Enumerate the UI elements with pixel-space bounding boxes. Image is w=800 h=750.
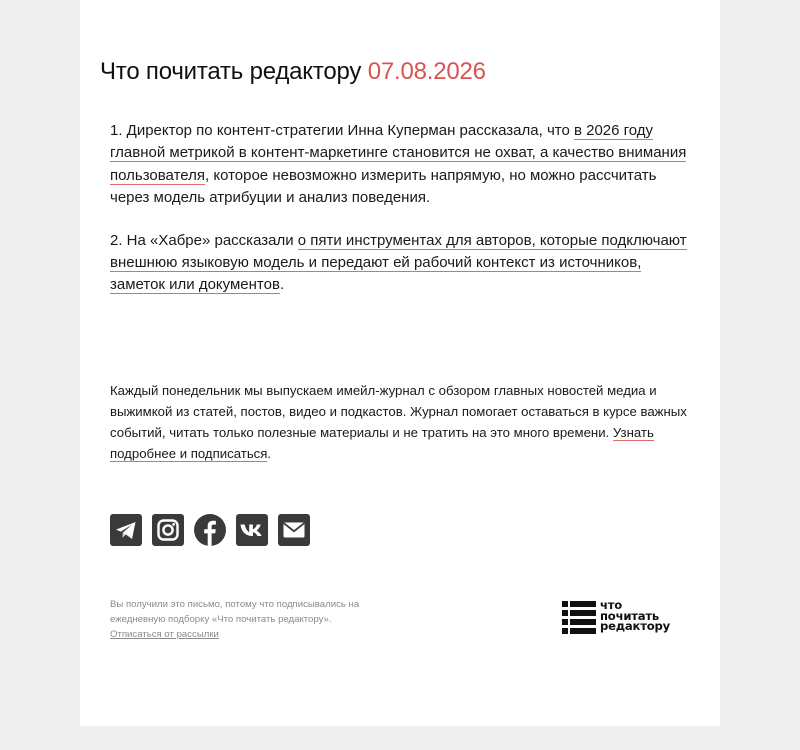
promo-end: . bbox=[267, 446, 272, 461]
news-list bbox=[110, 120, 690, 317]
logo-wordmark bbox=[600, 600, 670, 632]
news-item-text: . bbox=[279, 276, 285, 294]
footer-note bbox=[110, 597, 400, 642]
brand-logo bbox=[562, 600, 692, 636]
news-item-1 bbox=[110, 120, 690, 210]
promo-text: Каждый понедельник мы выпускаем имейл-журнал с обзором главных новостей медиа и выжимкой из статей, постов, видео и подкастов. Журнал помогает оставаться в курсе важных событий, читать только полезные материалы и не тратить на это много времени. bbox=[110, 383, 687, 440]
facebook-icon[interactable] bbox=[194, 514, 226, 546]
issue-date: 07.08.2026 bbox=[367, 58, 486, 85]
email-icon[interactable] bbox=[278, 514, 310, 546]
news-item-2 bbox=[110, 230, 690, 297]
vk-icon[interactable] bbox=[236, 514, 268, 546]
page-title bbox=[100, 58, 486, 86]
instagram-icon[interactable] bbox=[152, 514, 184, 546]
news-item-link[interactable]: в 2026 году главной метрикой в контент-маркетинге становится не охват, а качество внимания пользователя bbox=[110, 122, 687, 184]
logo-line: что bbox=[600, 598, 623, 612]
newsletter-card bbox=[80, 0, 720, 726]
telegram-icon[interactable] bbox=[110, 514, 142, 546]
logo-bars-icon bbox=[562, 601, 596, 635]
news-item-link[interactable]: о пяти инструментах для авторов, которые подключают внешнюю языковую модель и передают ей рабочий контекст из источников, заметок или документов bbox=[110, 231, 687, 294]
subscribe-link[interactable]: Узнать подробнее и подписаться bbox=[110, 425, 654, 461]
news-item-text: 1. Директор по контент-стратегии Инна Куперман рассказала, что bbox=[110, 122, 574, 139]
logo-line: редактору bbox=[600, 619, 670, 634]
news-item-text: 2. На «Хабре» рассказали bbox=[110, 231, 298, 249]
title-text: Что почитать редактору bbox=[100, 58, 362, 85]
unsubscribe-link[interactable]: Отписаться от рассылки bbox=[110, 629, 219, 640]
social-links bbox=[110, 514, 310, 546]
logo-line: почитать bbox=[600, 608, 660, 623]
subscribe-promo bbox=[110, 380, 692, 464]
news-item-text: , которое невозможно измерить напрямую, но можно рассчитать через модель атрибуции и анализ поведения. bbox=[110, 166, 657, 207]
subscription-notice: Вы получили это письмо, потому что подписывались на ежедневную подборку «Что почитать редактору». bbox=[110, 599, 360, 625]
